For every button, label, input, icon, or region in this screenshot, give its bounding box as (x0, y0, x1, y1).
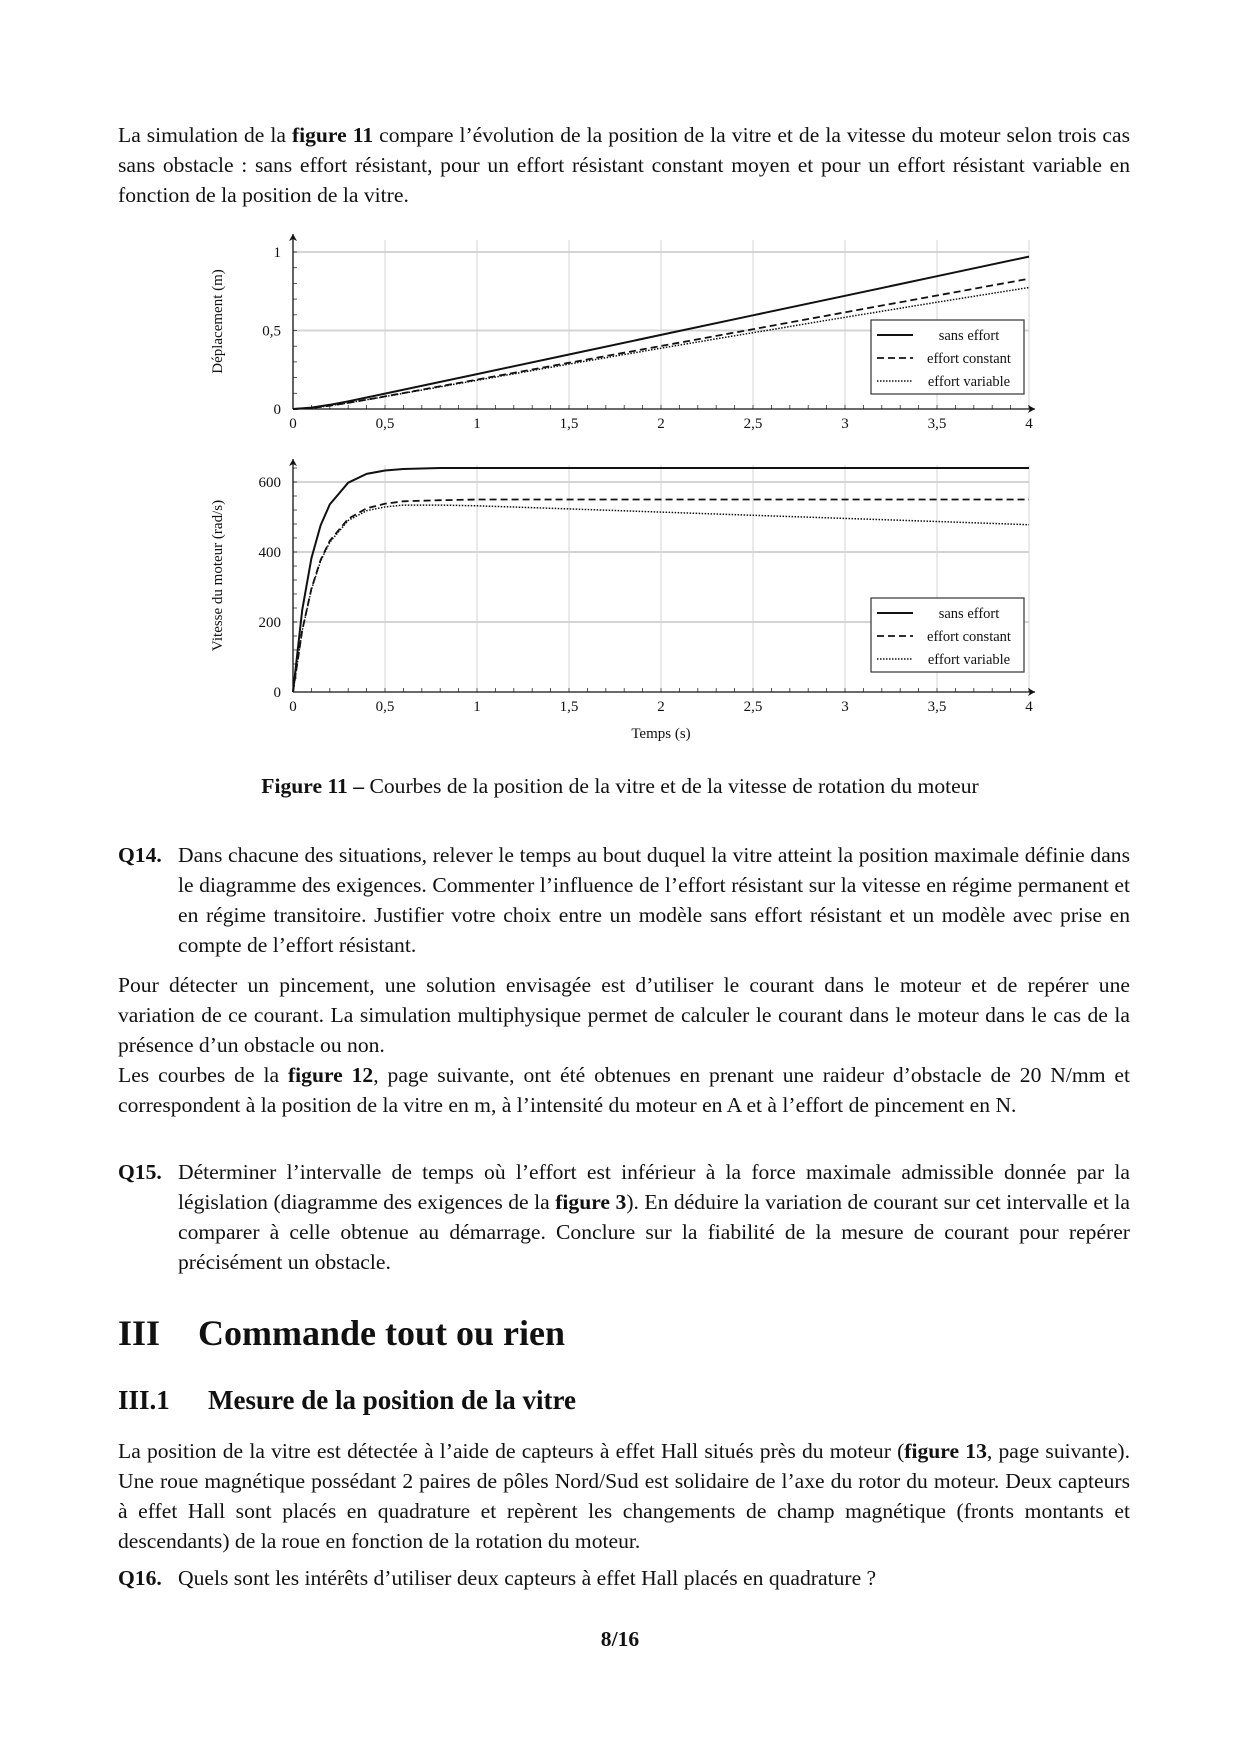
page-number: 8/16 (600, 1627, 640, 1651)
text: La position de la vitre est détectée à l’aide de capteurs à effet Hall situés près du moteur ( (118, 1439, 905, 1463)
legend-label: sans effort (938, 328, 1000, 344)
y-tick-label: 200 (258, 615, 281, 631)
x-tick-label: 2,5 (743, 699, 763, 715)
x-axis-label: Temps (s) (631, 726, 691, 742)
x-tick-label: 3 (841, 416, 849, 432)
figure-ref: figure 11 (291, 123, 374, 147)
question-text: Quels sont les intérêts d’utiliser deux capteurs à effet Hall placés en quadrature ? (178, 1566, 877, 1590)
paragraph-pincement: Pour détecter un pincement, une solution envisagée est d’utiliser le courant dans le moteur et de repérer une variation de ce courant. La simulation multiphysique permet de calculer le courant dans le moteur dans le cas de la présence d’un obstacle ou non. (118, 973, 1130, 1057)
text: , page suivante, ont été obtenues en prenant une raideur d’obstacle de 20 N/mm et correspondent à la position de la vitre en m, à l’intensité du moteur en A et à l’effort de pincement en N. (118, 1063, 1130, 1117)
x-tick-label: 1,5 (559, 699, 579, 715)
x-tick-label: 0 (289, 699, 297, 715)
x-tick-label: 0,5 (375, 416, 395, 432)
question-number: Q15. (118, 1160, 162, 1184)
x-tick-label: 0,5 (375, 699, 395, 715)
x-tick-label: 1 (473, 416, 481, 432)
legend-label: effort constant (927, 351, 1011, 367)
x-tick-label: 4 (1025, 699, 1033, 715)
figure-11-chart (0, 0, 1240, 760)
text: compare l’évolution de la position de la vitre et de la vitesse du moteur selon trois cas sans obstacle : sans effort résistant, pour un effort résistant constant moyen et pour un effort résistant variable en fonction de la position de la vitre. (118, 123, 1131, 207)
legend-label: effort variable (927, 374, 1011, 390)
figure-caption (0, 774, 1240, 799)
x-tick-label: 0 (289, 416, 297, 432)
figure-ref: figure 3 (555, 1190, 627, 1214)
chart-panel-1 (210, 234, 1035, 432)
text: , page suivante). Une roue magnétique possédant 2 paires de pôles Nord/Sud est solidaire de l’axe du rotor du moteur. Deux capteurs à effet Hall sont placés en quadrature et repèrent les changements de champ magnétique (fronts montants et descendants) de la roue en fonction de la rotation du moteur. (118, 1439, 1130, 1553)
legend-label: sans effort (938, 606, 1000, 622)
text: Déterminer l’intervalle de temps où l’effort est inférieur à la force maximale admissible donnée par la législation (diagramme des exigences de la (178, 1160, 1130, 1214)
question-q15 (118, 1157, 1130, 1277)
section-number: III (118, 1313, 161, 1353)
x-tick-label: 1 (473, 699, 481, 715)
x-tick-label: 2 (657, 416, 665, 432)
figure-ref: figure 13 (904, 1439, 987, 1463)
question-q16 (118, 1563, 1130, 1593)
question-q14 (118, 840, 1130, 960)
text: Les courbes de la (118, 1063, 288, 1087)
legend-label: effort variable (927, 652, 1011, 668)
text: ). En déduire la variation de courant sur cet intervalle et la comparer à celle obtenue au démarrage. Conclure sur la fiabilité de la mesure de courant pour repérer précisément un obstacle. (178, 1190, 1130, 1274)
y-axis-label: Déplacement (m) (210, 269, 226, 374)
y-tick-label: 1 (273, 245, 281, 261)
chart-panel-2 (210, 459, 1035, 742)
x-tick-label: 4 (1025, 416, 1033, 432)
caption-label: Figure 11 – (261, 774, 365, 798)
legend-label: effort constant (927, 629, 1011, 645)
x-tick-label: 3,5 (927, 416, 947, 432)
y-tick-label: 0 (273, 685, 281, 701)
paragraph-hall (118, 1436, 1130, 1556)
caption-text: Courbes de la position de la vitre et de la vitesse de rotation du moteur (364, 774, 979, 798)
y-tick-label: 0 (273, 402, 281, 418)
x-tick-label: 3 (841, 699, 849, 715)
x-tick-label: 3,5 (927, 699, 947, 715)
y-tick-label: 0,5 (262, 323, 281, 340)
question-number: Q14. (118, 843, 162, 867)
y-tick-label: 400 (258, 545, 281, 561)
legend (871, 320, 1024, 394)
legend (871, 598, 1024, 672)
x-tick-label: 1,5 (559, 416, 579, 432)
subsection-title: Mesure de la position de la vitre (208, 1385, 576, 1415)
section-title: Commande tout ou rien (198, 1313, 565, 1353)
subsection-number: III.1 (118, 1385, 170, 1415)
y-axis-label: Vitesse du moteur (rad/s) (210, 499, 226, 652)
question-text: Dans chacune des situations, relever le temps au bout duquel la vitre atteint la position maximale définie dans le diagramme des exigences. Commenter l’influence de l’effort résistant sur la vitesse en régime permanent et en régime transitoire. Justifier votre choix entre un modèle sans effort résistant et un modèle avec prise en compte de l’effort résistant. (178, 843, 1130, 957)
section-heading (118, 1312, 565, 1354)
y-tick-label: 600 (258, 475, 281, 491)
x-tick-label: 2 (657, 699, 665, 715)
subsection-heading (118, 1385, 576, 1416)
figure-ref: figure 12 (287, 1063, 374, 1087)
x-tick-label: 2,5 (743, 416, 763, 432)
question-number: Q16. (118, 1566, 162, 1590)
text: La simulation de la (118, 123, 292, 147)
paragraph-courbes (118, 1060, 1130, 1120)
